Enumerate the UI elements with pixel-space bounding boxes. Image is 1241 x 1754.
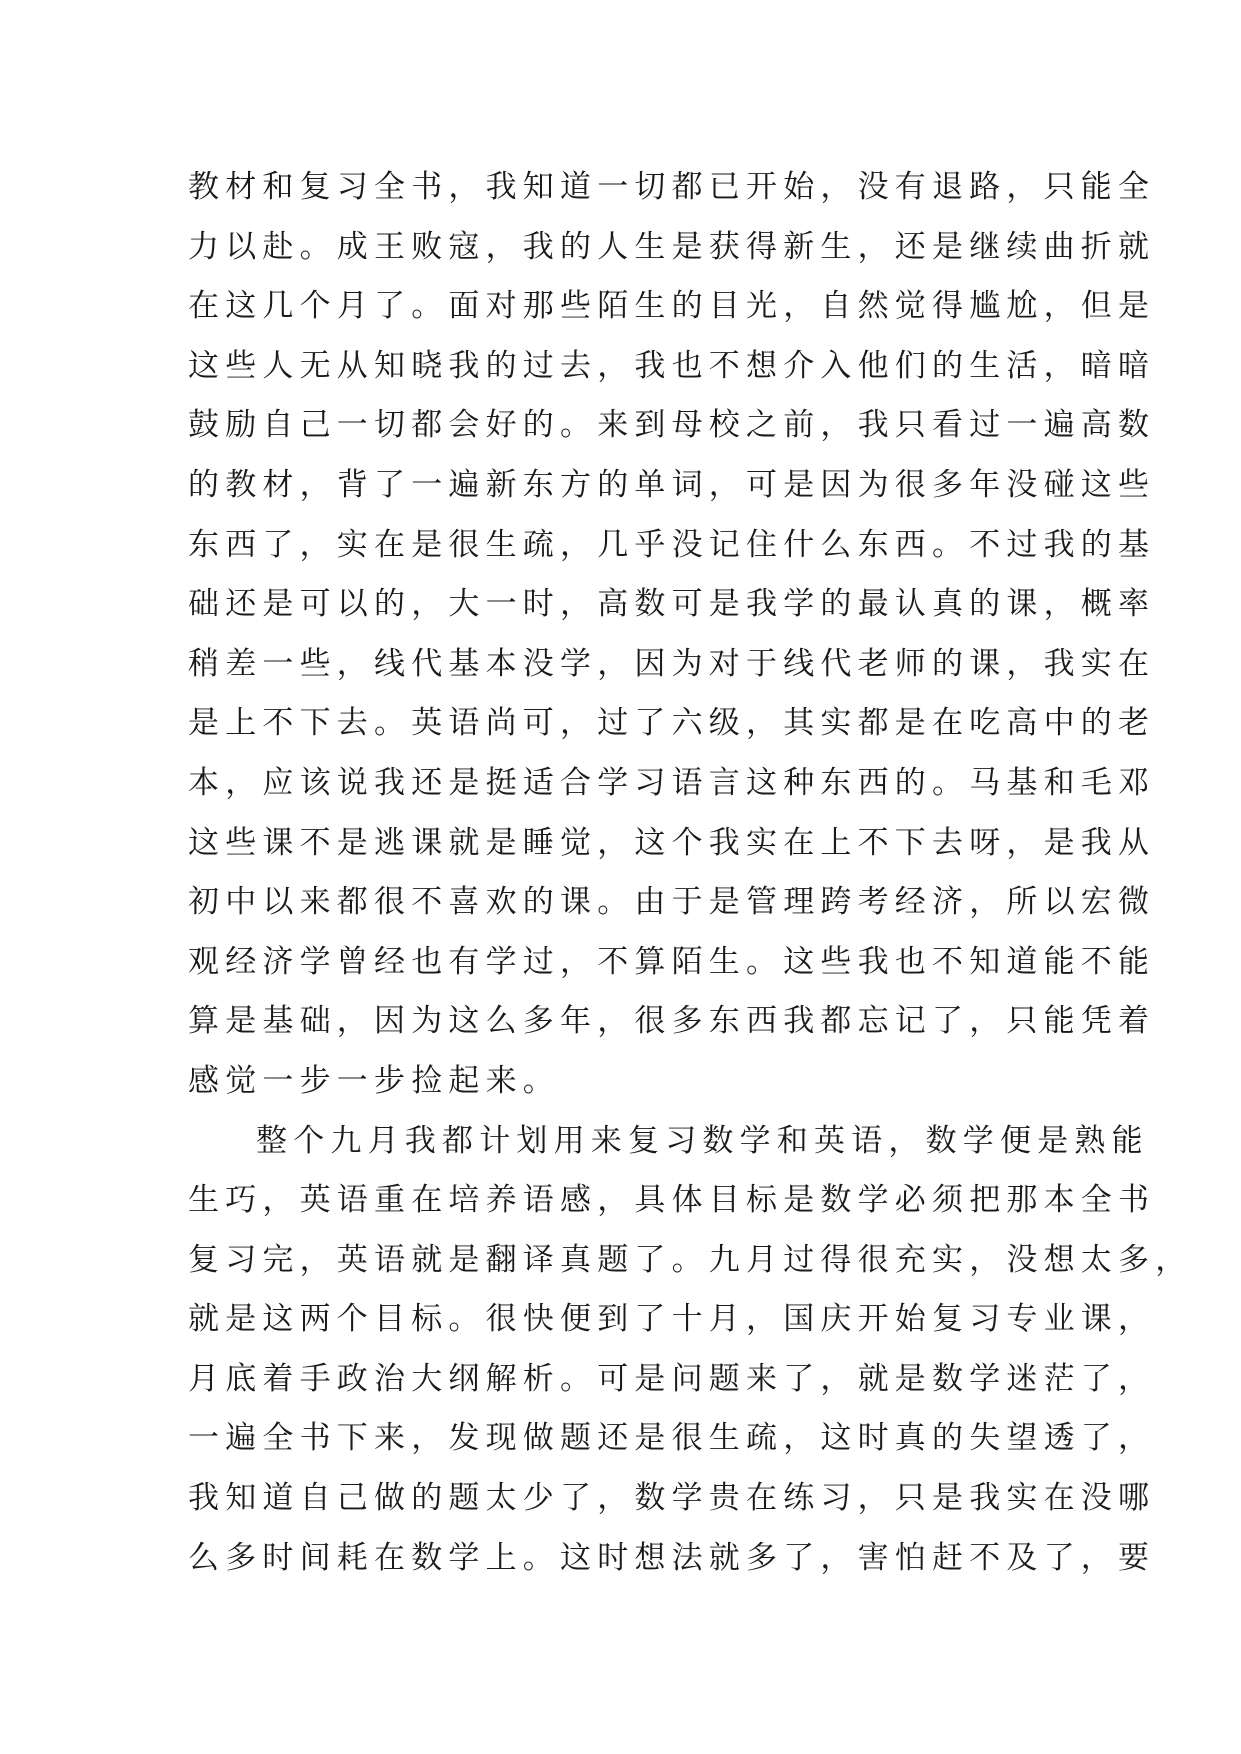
text-line: 感觉一步一步捡起来。	[188, 1062, 560, 1099]
text-line: 这些课不是逃课就是睡觉，这个我实在上不下去呀，是我从	[188, 824, 1156, 861]
text-line: 这些人无从知晓我的过去，我也不想介入他们的生活，暗暗	[188, 347, 1156, 384]
text-line: 月底着手政治大纲解析。可是问题来了，就是数学迷茫了，	[188, 1360, 1156, 1397]
text-line: 的教材，背了一遍新东方的单词，可是因为很多年没碰这些	[188, 466, 1156, 503]
text-line: 观经济学曾经也有学过，不算陌生。这些我也不知道能不能	[188, 943, 1156, 980]
text-line: 复习完，英语就是翻译真题了。九月过得很充实，没想太多，	[188, 1241, 1193, 1278]
text-line: 么多时间耗在数学上。这时想法就多了，害怕赶不及了，要	[188, 1539, 1156, 1576]
text-line: 整个九月我都计划用来复习数学和英语，数学便是熟能	[256, 1122, 1149, 1159]
text-line: 教材和复习全书，我知道一切都已开始，没有退路，只能全	[188, 169, 1156, 205]
text-line: 力以赴。成王败寇，我的人生是获得新生，还是继续曲折就	[188, 228, 1156, 265]
text-line: 础还是可以的，大一时，高数可是我学的最认真的课，概率	[188, 586, 1156, 623]
body-text	[188, 158, 1193, 1588]
text-line: 是上不下去。英语尚可，过了六级，其实都是在吃高中的老	[188, 705, 1156, 742]
text-line: 我知道自己做的题太少了，数学贵在练习，只是我实在没哪	[188, 1480, 1156, 1517]
paragraph-1	[188, 158, 1156, 1112]
text-line: 算是基础，因为这么多年，很多东西我都忘记了，只能凭着	[188, 1003, 1156, 1040]
text-line: 鼓励自己一切都会好的。来到母校之前，我只看过一遍高数	[188, 407, 1156, 444]
paragraph-2	[188, 1112, 1193, 1589]
text-line: 就是这两个目标。很快便到了十月，国庆开始复习专业课，	[188, 1301, 1156, 1338]
text-line: 东西了，实在是很生疏，几乎没记住什么东西。不过我的基	[188, 526, 1156, 563]
text-line: 稍差一些，线代基本没学，因为对于线代老师的课，我实在	[188, 645, 1156, 682]
text-line: 一遍全书下来，发现做题还是很生疏，这时真的失望透了，	[188, 1420, 1156, 1457]
text-line: 生巧，英语重在培养语感，具体目标是数学必须把那本全书	[188, 1182, 1156, 1219]
text-line: 初中以来都很不喜欢的课。由于是管理跨考经济，所以宏微	[188, 884, 1156, 921]
text-line: 本，应该说我还是挺适合学习语言这种东西的。马基和毛邓	[188, 764, 1156, 801]
text-line: 在这几个月了。面对那些陌生的目光，自然觉得尴尬，但是	[188, 288, 1156, 325]
